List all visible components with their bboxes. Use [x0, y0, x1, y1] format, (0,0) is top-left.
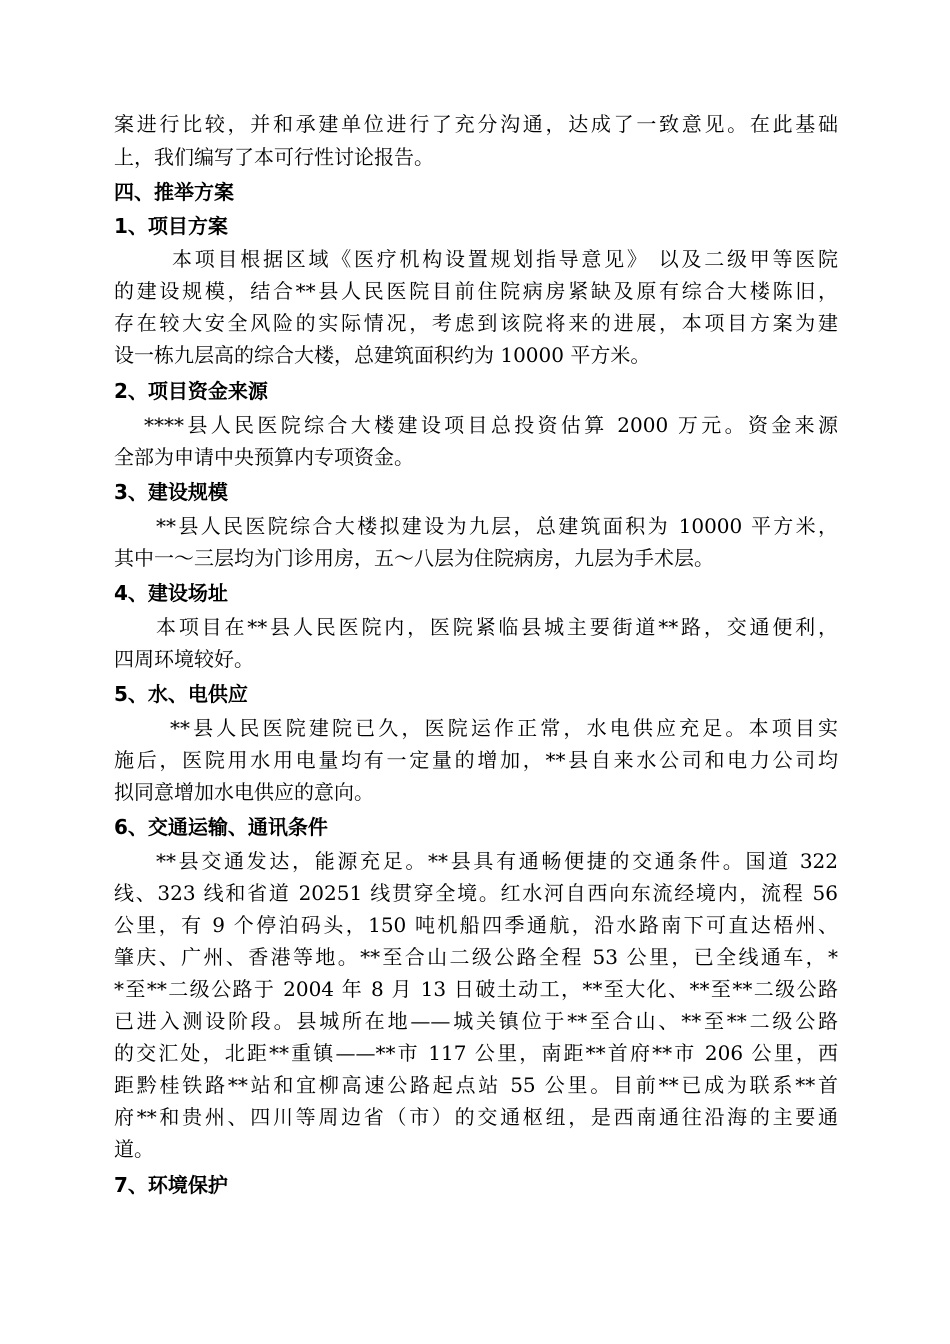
paragraph-line: 已进入测设阶段。县城所在地——城关镇位于**至合山、**至**二级公路: [114, 1009, 838, 1033]
section-heading: 四、推举方案: [114, 180, 234, 204]
section-heading: 3、建设规模: [114, 480, 228, 504]
paragraph-line: 上，我们编写了本可行性讨论报告。: [114, 145, 434, 169]
paragraph-line: 府**和贵州、四川等周边省（市）的交通枢纽，是西南通往沿海的主要通: [114, 1105, 838, 1129]
paragraph-line: 拟同意增加水电供应的意向。: [114, 780, 374, 804]
paragraph-line: 距黔桂铁路**站和宜柳高速公路起点站 55 公里。目前**已成为联系**首: [114, 1073, 838, 1097]
paragraph-line: 本项目在**县人民医院内，医院紧临县城主要街道**路，交通便利，: [156, 615, 838, 639]
section-heading: 5、水、电供应: [114, 682, 248, 706]
paragraph-line: 四周环境较好。: [114, 647, 254, 671]
paragraph-line: 本项目根据区域《医疗机构设置规划指导意见》 以及二级甲等医院: [172, 247, 838, 271]
paragraph-line: **县交通发达，能源充足。**县具有通畅便捷的交通条件。国道 322: [156, 849, 838, 873]
paragraph-line: 的交汇处，北距**重镇——**市 117 公里，南距**首府**市 206 公里，西: [114, 1041, 838, 1065]
paragraph-line: 的建设规模，结合**县人民医院目前住院病房紧缺及原有综合大楼陈旧，: [114, 279, 838, 303]
paragraph-line: 设一栋九层高的综合大楼，总建筑面积约为 10000 平方米。: [114, 343, 651, 367]
section-heading: 7、环境保护: [114, 1173, 228, 1197]
section-heading: 1、项目方案: [114, 214, 228, 238]
paragraph-line: **县人民医院建院已久，医院运作正常，水电供应充足。本项目实: [170, 716, 838, 740]
paragraph-line: ****县人民医院综合大楼建设项目总投资估算 2000 万元。资金来源: [144, 413, 838, 437]
paragraph-line: 道。: [114, 1137, 154, 1161]
paragraph-line: 公里，有 9 个停泊码头，150 吨机船四季通航，沿水路南下可直达梧州、: [114, 913, 838, 937]
paragraph-line: 全部为申请中央预算内专项资金。: [114, 445, 414, 469]
paragraph-line: 其中一～三层均为门诊用房，五～八层为住院病房，九层为手术层。: [114, 546, 714, 570]
paragraph-line: 存在较大安全风险的实际情况，考虑到该院将来的进展，本项目方案为建: [114, 311, 838, 335]
section-heading: 4、建设场址: [114, 581, 228, 605]
paragraph-line: 案进行比较，并和承建单位进行了充分沟通，达成了一致意见。在此基础: [114, 112, 838, 136]
paragraph-line: 施后，医院用水用电量均有一定量的增加，**县自来水公司和电力公司均: [114, 748, 838, 772]
paragraph-line: *至**二级公路于 2004 年 8 月 13 日破土动工，**至大化、**至**二级公路: [114, 977, 838, 1001]
section-heading: 6、交通运输、通讯条件: [114, 815, 328, 839]
paragraph-line: **县人民医院综合大楼拟建设为九层，总建筑面积为 10000 平方米，: [156, 514, 838, 538]
paragraph-line: 肇庆、广州、香港等地。**至合山二级公路全程 53 公里，已全线通车，*: [114, 945, 838, 969]
section-heading: 2、项目资金来源: [114, 379, 268, 403]
paragraph-line: 线、323 线和省道 20251 线贯穿全境。红水河自西向东流经境内，流程 56: [114, 881, 838, 905]
